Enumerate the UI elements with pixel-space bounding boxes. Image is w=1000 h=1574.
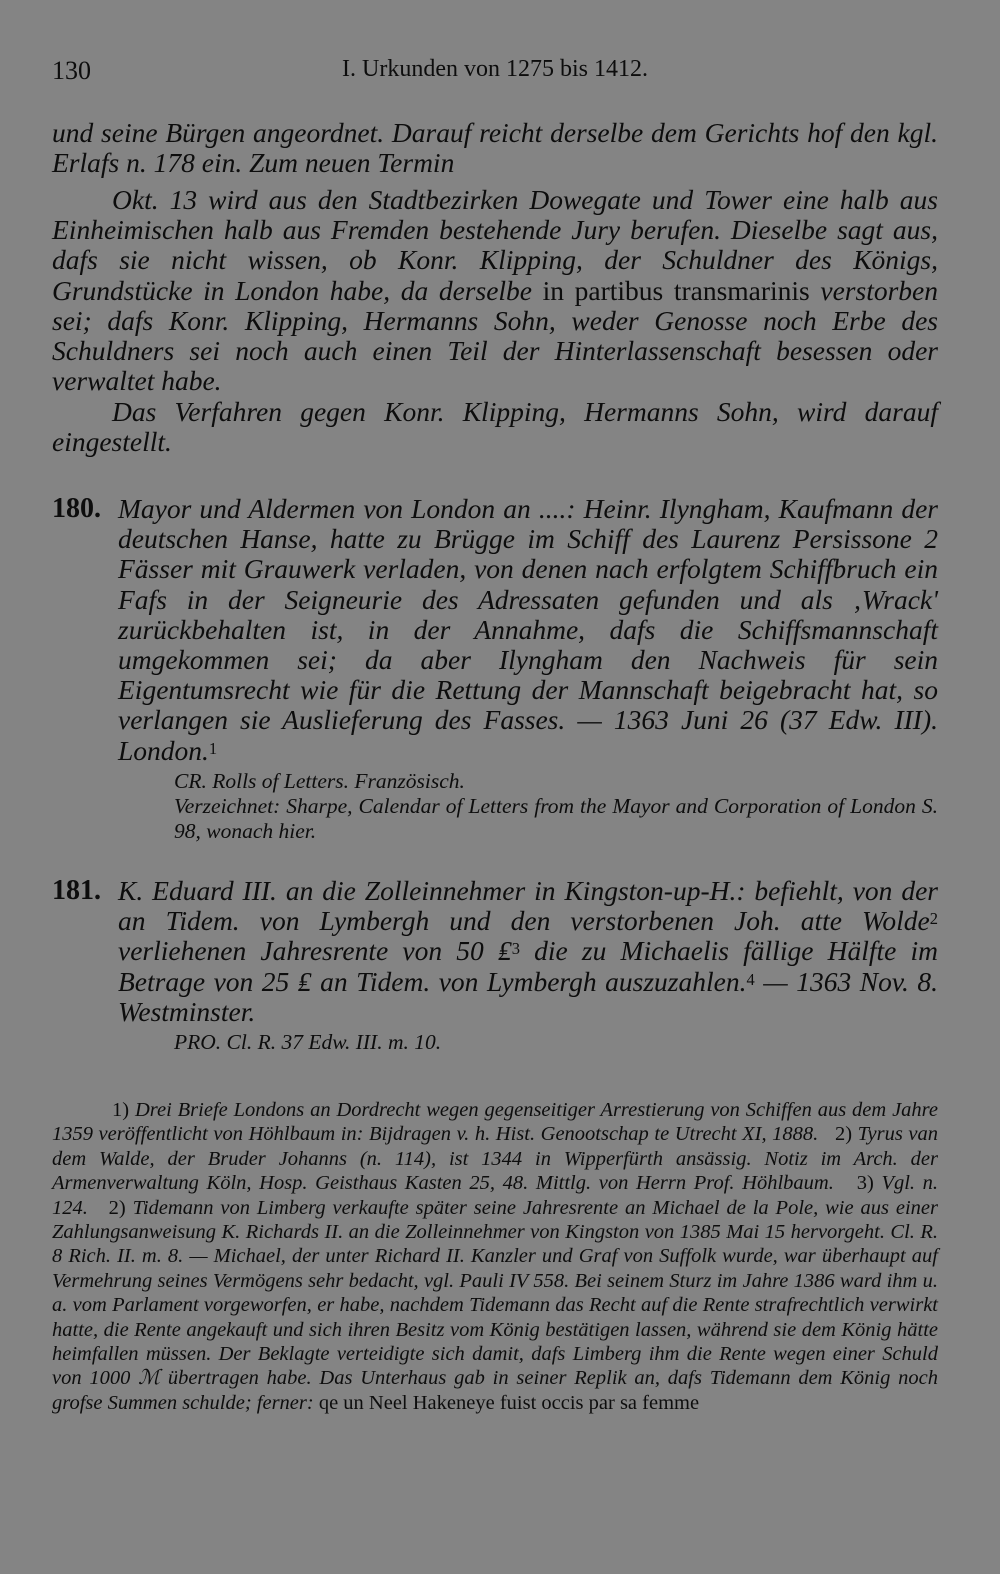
footnote-2: Tyrus van dem Walde, der Bruder Johanns (n. 114), ist 1344 in Wipperfürth ansässig. Notiz im Arch. der Armenverwaltung Köln, Hosp. Geisthaus Kasten 25, 48. Mittlg. von Herrn Prof. Höhlbaum. [52, 1123, 938, 1195]
entry-181-text-a: K. Eduard III. an die Zolleinnehmer in Kingston-up-H.: befiehlt, von der an Tidem. von Lymbergh und den verstorbenen Joh. atte Wolde [118, 875, 938, 937]
footnote-label: 3) [856, 1172, 874, 1195]
entry-text [118, 494, 938, 766]
jury-text-a: Okt. 13 wird aus den Stadtbezirken Dowegate und Tower eine halb aus Einheimischen halb aus Fremden bestehende Jury berufen. Dieselbe sagt aus, dafs sie nicht wissen, ob Konr. Klipping, der Schuldner des Königs, Grundstücke in London habe, da derselbe [52, 184, 938, 306]
closing-paragraph: Das Verfahren gegen Konr. Klipping, Hermanns Sohn, wird darauf eingestellt. [52, 396, 938, 458]
footnotes [52, 1098, 938, 1415]
footnote-3: Vgl. n. 124. [52, 1172, 939, 1219]
footnote-4: Tidemann von Limberg verkaufte später seine Jahresrente an Michael de la Pole, wie aus einer Zahlungsanweisung K. Richards II. an die Zolleinnehmer von Kingston von 1385 Mai 15 hervorgeht. Cl. R. 8 Rich. II. m. 8. — Michael, der unter Richard II. Kanzler und Graf von Suffolk wurde, war überhaupt auf Vermehrung seines Vermögens sehr bedacht, vgl. Pauli IV 558. Bei seinem Sturz im Jahre 1386 ward ihm u. a. vom Parlament vorgeworfen, er habe, nachdem Tidemann das Recht auf die Rente strafrechtlich verwirkt hatte, die Rente angekauft und sich ihren Besitz vom König bestätigen lassen, während sie dem König hätte heimfallen müssen. Der Beklagte verteidigte sich damit, dafs Limberg ihm die Rente wegen einer Schuld von 1000 ℳ übertragen habe. Das Unterhaus gab in seiner Replik an, dafs Tidemann dem König noch grofse Summen schulde; ferner: [52, 1196, 939, 1414]
entry-source: PRO. Cl. R. 37 Edw. III. m. 10. [174, 1030, 442, 1055]
footnote-quote: qe un Neel Hakeneye fuist occis par sa femme [318, 1391, 700, 1414]
entry-source: CR. Rolls of Letters. Französisch. [174, 768, 465, 793]
entry-181-text-b: verliehenen Jahresrente von 50 ₤ [118, 935, 512, 967]
jury-text-c: verstorben sei; dafs Konr. Klipping, Hermanns Sohn, weder Genosse noch Erbe des Schuldners sei noch auch einen Teil der Hinterlassenschaft besessen oder verwaltet habe. [52, 274, 938, 397]
jury-paragraph [52, 185, 938, 396]
entry-180 [52, 494, 938, 844]
footnote-mark: 3 [511, 939, 520, 959]
entry-180-body: Mayor und Aldermen von London an ....: Heinr. Ilyngham, Kaufmann der deutschen Hanse, hatte zu Brügge im Schiff des Laurenz Persissone 2 Fässer mit Grauwerk verladen, von denen nach erfolgtem Schiffbruch ein Fafs in der Seigneurie des Adressaten gefunden und als ‚Wrack' zurückbehalten ist, in der Annahme, dafs die Schiffsmannschaft umgekommen sei; da aber Ilyngham den Nachweis für sein Eigentumsrecht wie für die Rettung der Mannschaft beigebracht hat, so verlangen sie Auslieferung des Fasses. — 1363 Juni 26 (37 Edw. III). London. [118, 493, 938, 766]
entry-text [118, 876, 938, 1027]
entry-reference: Verzeichnet: Sharpe, Calendar of Letters from the Mayor and Corporation of London S. 98, wonach hier. [174, 793, 938, 843]
footnote-1: Drei Briefe Londons an Dordrecht wegen gegenseitiger Arrestierung von Schiffen aus dem Jahre 1359 veröffentlicht von Höhlbaum in: Bijdragen v. h. Hist. Genootschap te Utrecht XI, 1888. [52, 1099, 938, 1146]
footnote-label: 2) [835, 1123, 853, 1146]
jury-text-latin: in partibus transmarinis [542, 274, 810, 306]
entry-181-text-c: die zu Michaelis fällige Hälfte im Betrage von 25 ₤ an Tidem. von Lymbergh auszuzahlen. [118, 935, 939, 997]
footnote-label: 2) [108, 1196, 126, 1219]
footnote-block [52, 1098, 938, 1415]
footnote-mark: 2 [929, 909, 938, 929]
footnote-mark: 4 [746, 969, 755, 989]
footnote-label: 1) [112, 1099, 130, 1121]
entry-181-text-d: — 1363 Nov. 8. Westminster. [118, 965, 939, 1027]
entry-number: 181. [52, 875, 101, 906]
running-title: I. Urkunden von 1275 bis 1412. [342, 56, 648, 82]
entry-number: 180. [52, 493, 101, 524]
page-number: 130 [52, 56, 91, 85]
entry-181 [52, 876, 938, 1055]
footnote-mark: 1 [208, 738, 218, 758]
continued-paragraph: und seine Bürgen angeordnet. Darauf reicht derselbe dem Gerichts hof den kgl. Erlafs n. 178 ein. Zum neuen Termin [52, 117, 938, 179]
running-header [52, 56, 938, 92]
